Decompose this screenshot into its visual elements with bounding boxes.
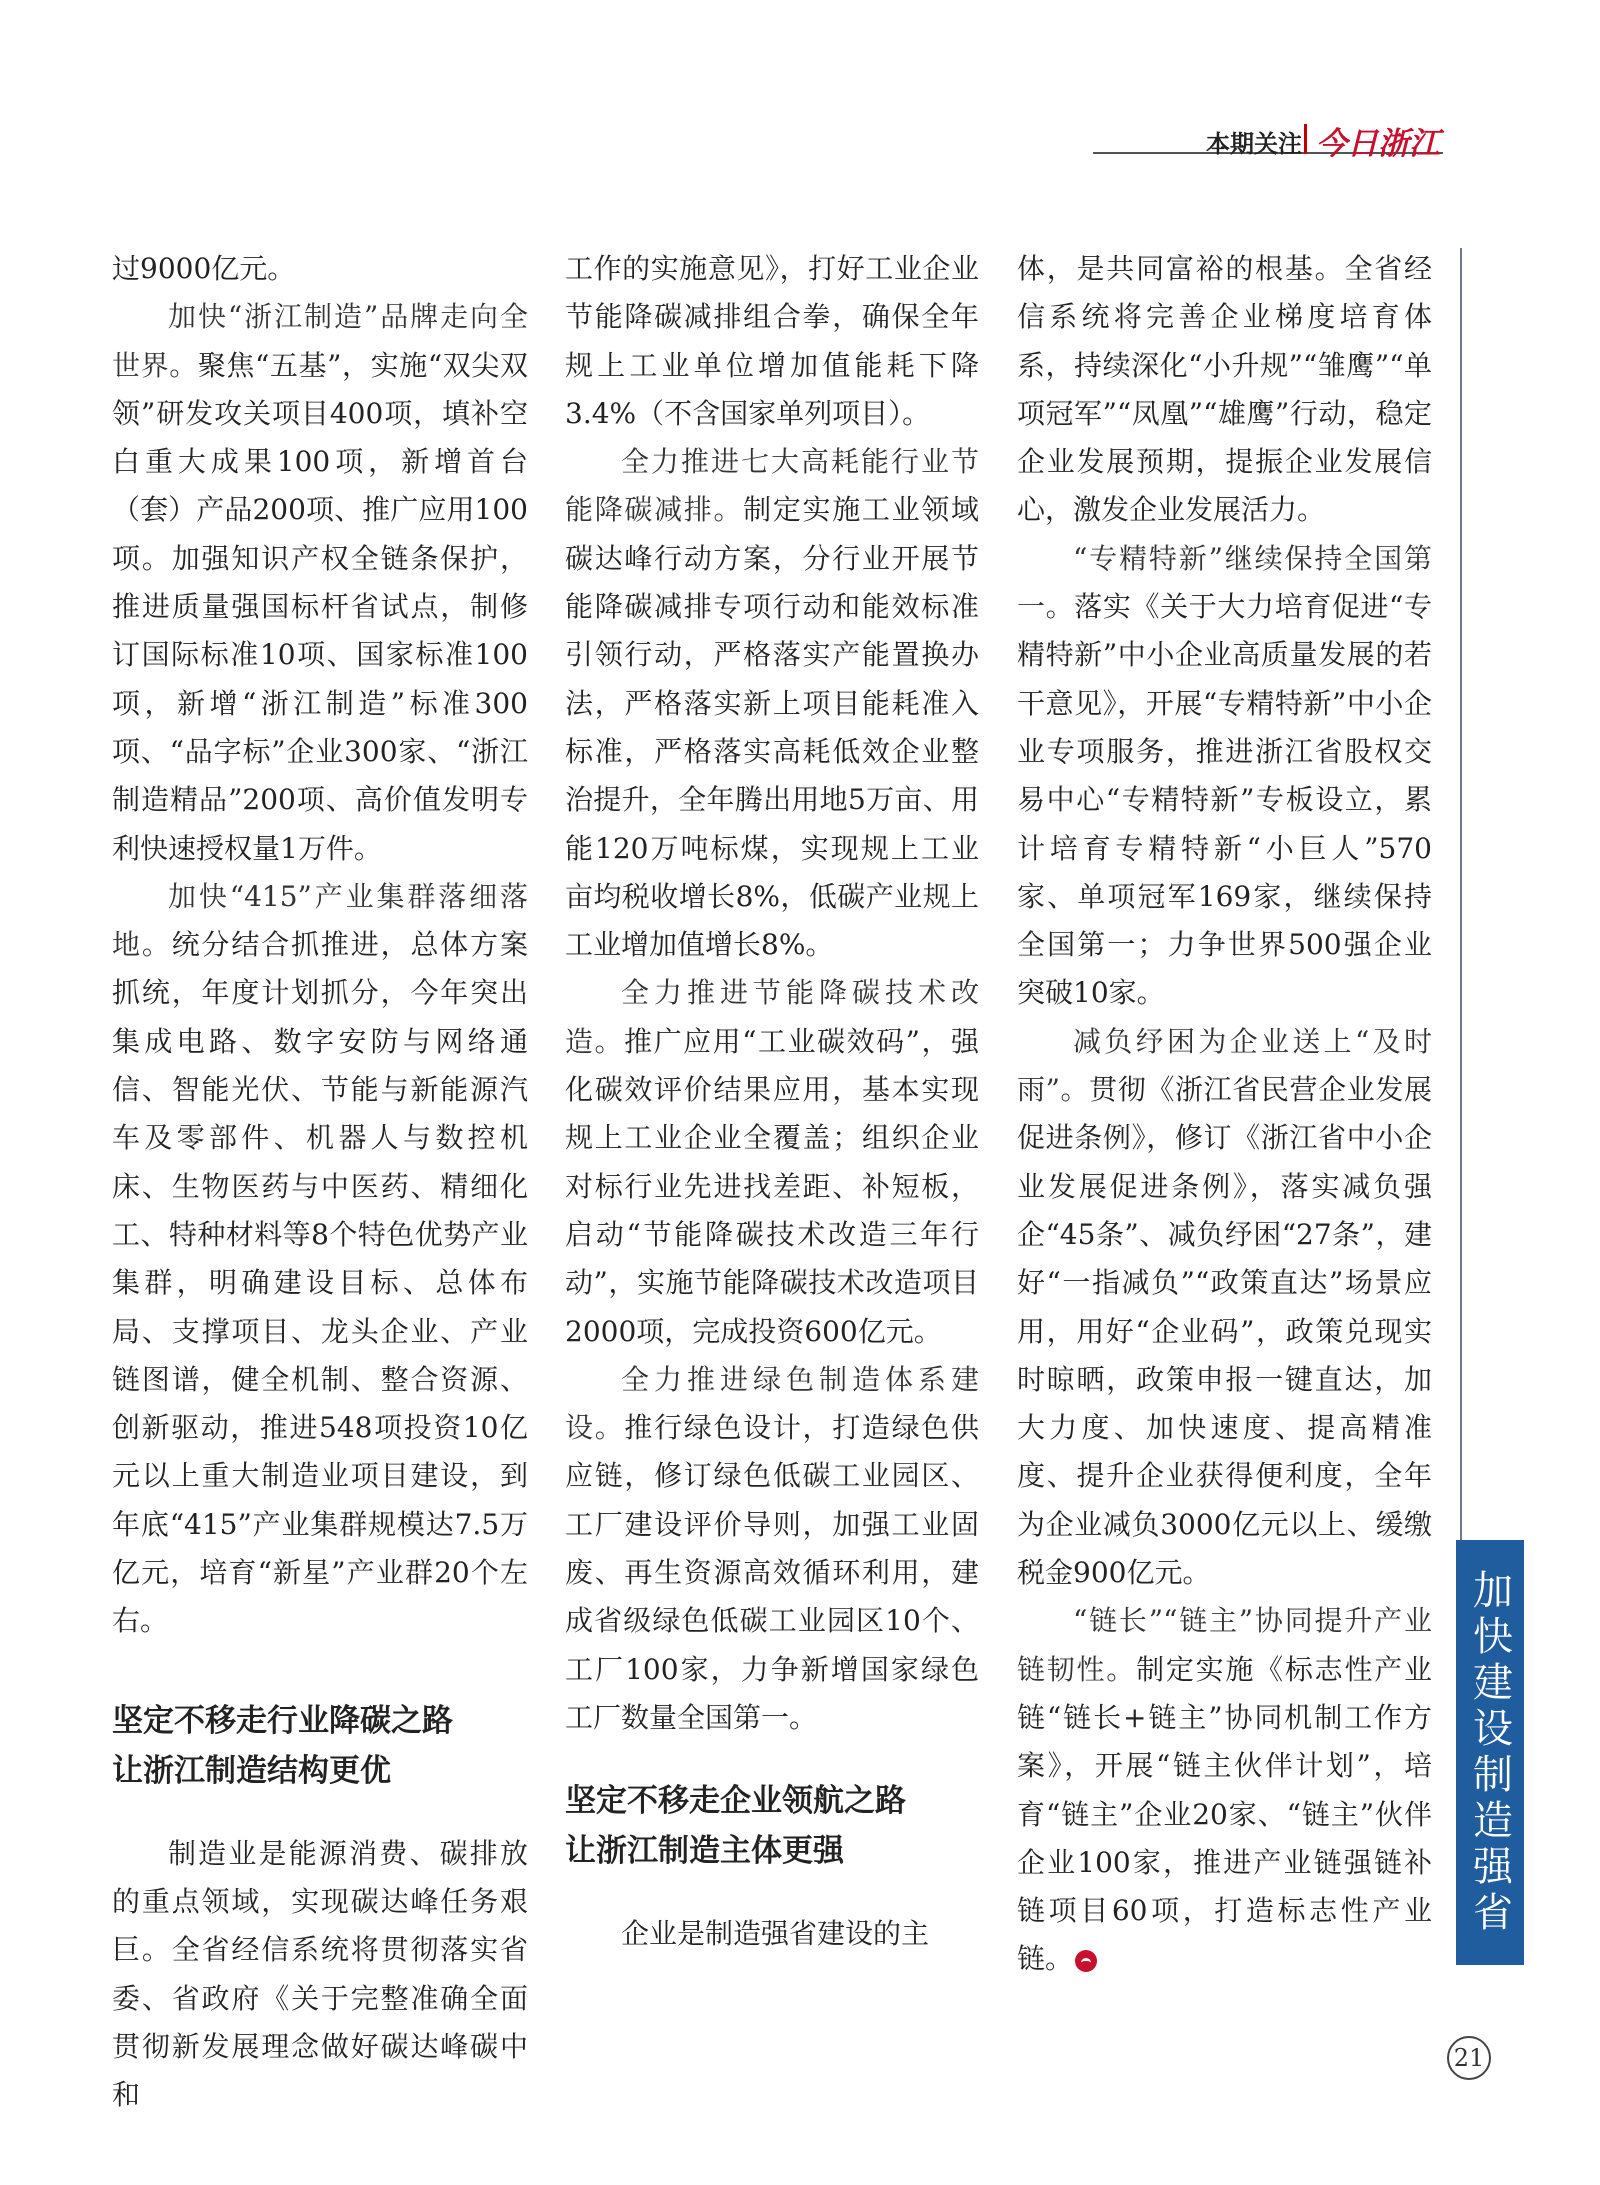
paragraph [565,969,979,1355]
column-divider [1460,248,1462,1558]
paragraph [1017,1597,1432,1983]
paragraph-lead: 加快“浙江制造”品牌走向全世界。 [112,300,528,382]
paragraph-lead: 加快“415”产业集群落细落地。 [112,879,528,962]
section-side-tab [1456,1540,1524,1965]
paragraph: 制造业是能源消费、碳排放的重点领域，实现碳达峰任务艰巨。全省经信系统将贯彻落实省委、省政府《关于完整准确全面贯彻新发展理念做好碳达峰碳中和 [112,1836,528,2112]
paragraph-lead: 减负纾困为企业送上“及时雨”。 [1017,1024,1432,1107]
paragraph-lead: 全力推进节能降碳技术改造。 [565,976,979,1058]
paragraph-body: 制定实施工业领域碳达峰行动方案，分行业开展节能降碳减排专项行动和能效标准引领行动，严格落实产能置换办法，严格落实新上项目能耗准入标准，严格落实高耗低效企业整治提升，全年腾出用地5万亩、用能120万吨标煤，实现规上工业亩均税收增长8%，低碳产业规上工业增加值增长8%。 [565,493,979,962]
paragraph [565,1356,979,1742]
paragraph-body: 统分结合抓推进，总体方案抓统，年度计划抓分，今年突出集成电路、数字安防与网络通信、智能光伏、节能与新能源汽车及零部件、机器人与数控机床、生物医药与中医药、精细化工、特种材料等8个特色优势产业集群，明确建设目标、总体布局、支撑项目、龙头企业、产业链图谱，健全机制、整合资源、创新驱动，推进548项投资10亿元以上重大制造业项目建设，到年底“415”产业集群规模达7.5万亿元，培育“新星”产业群20个左右。 [112,928,528,1638]
paragraph-lead: “链长”“链主”协同提升产业链韧性。 [1017,1604,1432,1686]
section-heading [565,1776,979,1876]
paragraph [1017,535,1432,1018]
section-heading-line: 坚定不移走行业降碳之路 [112,1702,453,1739]
paragraph-body: 推广应用“工业碳效码”，强化碳效评价结果应用，基本实现规上工业企业全覆盖；组织企业对标行业先进找差距、补短板，启动“节能降碳技术改造三年行动”，实施节能降碳技术改造项目2000项，完成投资600亿元。 [565,1024,979,1348]
paragraph-lead: “专精特新”继续保持全国第一。 [1017,541,1432,624]
paragraph-body: 聚焦“五基”，实施“双尖双领”研发攻关项目400项，填补空白重大成果100项，新增首台（套）产品200项、推广应用100项。加强知识产权全链条保护，推进质量强国标杆省试点，制修订国际标准10项、国家标准100项，新增“浙江制造”标准300项、“品字标”企业300家、“浙江制造精品”200项、高价值发明专利快速授权量1万件。 [112,348,528,865]
article-column-3 [1017,245,1432,1984]
section-heading-line: 让浙江制造主体更强 [565,1833,844,1870]
paragraph-body: 落实《关于大力培育促进“专精特新”中小企业高质量发展的若干意见》，开展“专精特新”中小企业专项服务，推进浙江省股权交易中心“专精特新”专板设立，累计培育专精特新“小巨人”570家、单项冠军169家，继续保持全国第一；力争世界500强企业突破10家。 [1017,590,1432,1010]
paragraph: 企业是制造强省建设的主 [621,1917,930,1951]
section-label: 本期关注 [1206,130,1302,158]
paragraph: 工作的实施意见》，打好工业企业节能降碳减排组合拳，确保全年规上工业单位增加值能耗下降3.4%（不含国家单列项目）。 [565,252,979,430]
paragraph-body: 推行绿色设计，打造绿色供应链，修订绿色低碳工业园区、工厂建设评价导则，加强工业固废、再生资源高效循环利用，建成省级绿色低碳工业园区10个、工厂100家，力争新增国家绿色工厂数量全国第一。 [565,1411,979,1734]
paragraph [112,873,528,1646]
paragraph-body: 制定实施《标志性产业链“链长+链主”协同机制工作方案》，开展“链主伙伴计划”，培育“链主”企业20家、“链主”伙伴企业100家，推进产业链强链补链项目60项，打造标志性产业链。 [1017,1652,1432,1976]
paragraph [565,438,979,969]
section-heading-line: 坚定不移走企业领航之路 [565,1783,906,1820]
paragraph-body: 贯彻《浙江省民营企业发展促进条例》，修订《浙江省中小企业发展促进条例》，落实减负强企“45条”、减负纾困“27条”，建好“一指减负”“政策直达”场景应用，用好“企业码”，政策兑现实时晾晒，政策申报一键直达，加大力度、加快速度、提高精准度、提升企业获得便利度，全年为企业减负3000亿元以上、缓缴税金900亿元。 [1017,1073,1432,1590]
paragraph-lead: 全力推进七大高耗能行业节能降碳减排。 [565,445,979,527]
header-separator [1304,124,1307,154]
side-tab-label: 加快建设制造强省 [1466,1568,1513,1937]
paragraph [1017,1018,1432,1598]
article-column-1 [112,245,528,2119]
article-column-2 [565,245,979,1959]
paragraph: 体，是共同富裕的根基。全省经信系统将完善企业梯度培育体系，持续深化“小升规”“雏鹰”“单项冠军”“凤凰”“雄鹰”行动，稳定企业发展预期，提振企业发展信心，激发企业发展活力。 [1017,252,1432,527]
end-mark-icon [1075,1950,1097,1972]
paragraph [112,293,528,873]
paragraph: 过9000亿元。 [112,252,296,285]
section-heading-line: 让浙江制造结构更优 [112,1752,391,1789]
page-number: 21 [1447,2036,1491,2080]
magazine-logo: 今日浙江 [1316,126,1440,162]
paragraph-lead: 全力推进绿色制造体系建设。 [565,1362,979,1445]
section-heading [112,1696,528,1796]
